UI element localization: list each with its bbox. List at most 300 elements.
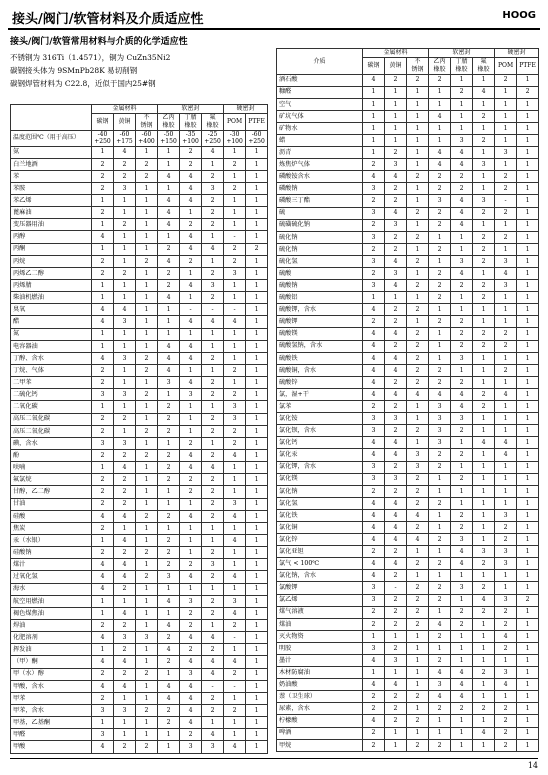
rating-cell: 1 — [473, 183, 495, 195]
rating-cell: 3 — [224, 413, 246, 425]
rating-cell: 2 — [451, 183, 473, 195]
rating-cell: 1 — [517, 437, 539, 449]
rating-cell: 2 — [202, 219, 224, 231]
rating-cell: 4 — [429, 147, 451, 159]
table-row — [277, 534, 539, 546]
intro-text — [10, 51, 170, 90]
medium-name: 硫酸氢钠，含水 — [277, 340, 363, 352]
rating-cell: 4 — [429, 667, 451, 679]
rating-cell: 4 — [385, 171, 407, 183]
medium-name: 二氧化碳 — [11, 401, 92, 413]
rating-cell: 2 — [363, 219, 385, 231]
rating-cell: 2 — [114, 170, 136, 182]
rating-cell: 4 — [495, 437, 517, 449]
rating-cell: 3 — [363, 280, 385, 292]
rating-cell: 2 — [429, 703, 451, 715]
rating-cell: 1 — [202, 535, 224, 547]
rating-cell: 1 — [495, 461, 517, 473]
rating-cell: 2 — [385, 461, 407, 473]
rating-cell: 4 — [363, 570, 385, 582]
medium-name: 硫酸钾 — [277, 316, 363, 328]
table-row — [11, 547, 268, 559]
rating-cell: 1 — [517, 388, 539, 400]
rating-cell: 1 — [451, 594, 473, 606]
rating-cell: 1 — [451, 630, 473, 642]
rating-cell: 1 — [517, 316, 539, 328]
rating-cell: 4 — [114, 146, 136, 158]
table-row — [11, 425, 268, 437]
rating-cell: 1 — [451, 98, 473, 110]
table-row — [277, 582, 539, 594]
rating-cell: 4 — [158, 195, 180, 207]
medium-name: 甲苯，含水 — [11, 704, 92, 716]
medium-name: 氯化铜 — [277, 521, 363, 533]
rating-cell: 2 — [451, 449, 473, 461]
rating-cell: 1 — [363, 667, 385, 679]
rating-cell: 1 — [473, 98, 495, 110]
rating-cell: 4 — [451, 546, 473, 558]
rating-cell: 1 — [180, 365, 202, 377]
rating-cell: 2 — [202, 607, 224, 619]
rating-cell: - — [202, 680, 224, 692]
rating-cell: 2 — [429, 534, 451, 546]
table-row — [277, 642, 539, 654]
medium-name: 褐色煤焦油 — [11, 607, 92, 619]
table-row — [11, 644, 268, 656]
rating-cell: 4 — [180, 195, 202, 207]
rating-cell: 4 — [158, 219, 180, 231]
medium-name: 氯化亚钽 — [277, 546, 363, 558]
rating-cell: 1 — [246, 195, 268, 207]
rating-cell: 1 — [180, 413, 202, 425]
rating-cell: 1 — [473, 534, 495, 546]
rating-cell: 1 — [202, 401, 224, 413]
rating-cell: 1 — [224, 644, 246, 656]
rating-cell: 1 — [224, 547, 246, 559]
table-row — [11, 231, 268, 243]
rating-cell: 3 — [495, 255, 517, 267]
table-row — [11, 583, 268, 595]
column-header: PTFE — [246, 113, 268, 130]
rating-cell: 1 — [429, 231, 451, 243]
medium-name: 沥青 — [277, 147, 363, 159]
rating-cell: 1 — [517, 655, 539, 667]
rating-cell: 1 — [473, 352, 495, 364]
rating-cell: 1 — [114, 425, 136, 437]
rating-cell: 1 — [136, 340, 158, 352]
rating-cell: 2 — [114, 158, 136, 170]
table-row — [277, 364, 539, 376]
rating-cell: 1 — [451, 739, 473, 751]
rating-cell: 1 — [92, 292, 114, 304]
rating-cell: 1 — [407, 546, 429, 558]
rating-cell: 4 — [363, 328, 385, 340]
rating-cell: 1 — [495, 316, 517, 328]
rating-cell: 1 — [517, 147, 539, 159]
medium-name: 硅酸钠 — [11, 547, 92, 559]
rating-cell: 1 — [136, 522, 158, 534]
rating-cell: 1 — [246, 656, 268, 668]
rating-cell: 1 — [495, 376, 517, 388]
rating-cell: 1 — [180, 547, 202, 559]
rating-cell: 3 — [180, 741, 202, 753]
rating-cell: 1 — [429, 473, 451, 485]
rating-cell: 4 — [363, 437, 385, 449]
rating-cell: 2 — [136, 389, 158, 401]
rating-cell: 2 — [202, 486, 224, 498]
rating-cell: 2 — [92, 522, 114, 534]
medium-name: 啤酒 — [277, 727, 363, 739]
rating-cell: 2 — [495, 534, 517, 546]
rating-cell: 1 — [158, 146, 180, 158]
rating-cell: 1 — [451, 74, 473, 86]
medium-name: 焦炭 — [11, 522, 92, 534]
rating-cell: 4 — [363, 74, 385, 86]
rating-cell: 4 — [92, 304, 114, 316]
rating-cell: 2 — [114, 219, 136, 231]
rating-cell: 3 — [495, 558, 517, 570]
table-row — [277, 715, 539, 727]
rating-cell: 2 — [429, 376, 451, 388]
rating-cell: 4 — [363, 497, 385, 509]
rating-cell: 1 — [246, 170, 268, 182]
rating-cell: 1 — [407, 147, 429, 159]
rating-cell: 3 — [429, 425, 451, 437]
table-row — [11, 729, 268, 741]
rating-cell: 2 — [385, 485, 407, 497]
table-row — [277, 630, 539, 642]
rating-cell: 1 — [246, 425, 268, 437]
rating-cell: 3 — [158, 571, 180, 583]
rating-cell: 1 — [517, 449, 539, 461]
column-header: 乙丙 橡胶 — [158, 113, 180, 130]
rating-cell: 2 — [114, 644, 136, 656]
rating-cell: 2 — [363, 546, 385, 558]
rating-cell: 1 — [495, 473, 517, 485]
rating-cell: 4 — [385, 679, 407, 691]
rating-cell: 2 — [517, 86, 539, 98]
table-row — [277, 376, 539, 388]
rating-cell: 1 — [246, 510, 268, 522]
table-row — [11, 195, 268, 207]
rating-cell: 1 — [224, 583, 246, 595]
rating-cell: 1 — [451, 497, 473, 509]
rating-cell: 1 — [158, 729, 180, 741]
rating-cell: 1 — [246, 146, 268, 158]
rating-cell: 3 — [495, 667, 517, 679]
rating-cell: 1 — [473, 74, 495, 86]
medium-name: 硫磺硫化钠 — [277, 219, 363, 231]
rating-cell: 2 — [92, 425, 114, 437]
rating-cell: 2 — [202, 170, 224, 182]
table-row — [11, 559, 268, 571]
rating-cell: 2 — [180, 644, 202, 656]
rating-cell: 4 — [202, 146, 224, 158]
table-row — [277, 159, 539, 171]
rating-cell: 4 — [363, 655, 385, 667]
rating-cell: 1 — [451, 437, 473, 449]
rating-cell: 3 — [114, 437, 136, 449]
rating-cell: 1 — [473, 655, 495, 667]
rating-cell: 4 — [363, 534, 385, 546]
rating-cell: 3 — [180, 389, 202, 401]
table-row — [11, 340, 268, 352]
rating-cell: 1 — [136, 680, 158, 692]
rating-cell: 4 — [92, 571, 114, 583]
table-row — [11, 607, 268, 619]
rating-cell: 1 — [246, 607, 268, 619]
rating-cell: 4 — [114, 680, 136, 692]
left-compatibility-table — [10, 104, 268, 754]
rating-cell: 1 — [517, 703, 539, 715]
rating-cell: 1 — [114, 195, 136, 207]
rating-cell: 1 — [517, 340, 539, 352]
rating-cell: 2 — [473, 243, 495, 255]
group-metal: 金属材料 — [363, 49, 429, 58]
medium-name: 氯化氢 — [277, 497, 363, 509]
medium-name: 氯化锌 — [277, 534, 363, 546]
rating-cell: 1 — [246, 522, 268, 534]
rating-cell: 2 — [180, 559, 202, 571]
medium-name: 过氧化氢 — [11, 571, 92, 583]
rating-cell: 2 — [224, 437, 246, 449]
rating-cell: 1 — [495, 352, 517, 364]
rating-cell: - — [495, 195, 517, 207]
rating-cell: 1 — [517, 485, 539, 497]
rating-cell: 1 — [429, 134, 451, 146]
rating-cell: 4 — [363, 449, 385, 461]
rating-cell: 1 — [517, 134, 539, 146]
rating-cell: 1 — [429, 304, 451, 316]
rating-cell: 2 — [429, 739, 451, 751]
rating-cell: 1 — [451, 292, 473, 304]
rating-cell: 4 — [407, 534, 429, 546]
rating-cell: 2 — [429, 292, 451, 304]
rating-cell: 2 — [407, 739, 429, 751]
rating-cell: 1 — [246, 413, 268, 425]
rating-cell: 2 — [473, 401, 495, 413]
rating-cell: 4 — [202, 462, 224, 474]
rating-cell: 1 — [363, 86, 385, 98]
rating-cell: 2 — [473, 134, 495, 146]
temp-range-cell: -60 +250 — [246, 130, 268, 146]
rating-cell: 1 — [407, 98, 429, 110]
table-row — [277, 521, 539, 533]
medium-name: 氯苯 — [277, 401, 363, 413]
rating-cell: 1 — [92, 243, 114, 255]
rating-cell: 1 — [202, 583, 224, 595]
rating-cell: 1 — [136, 377, 158, 389]
rating-cell: 1 — [114, 280, 136, 292]
column-header: 氟 橡胶 — [473, 57, 495, 74]
rating-cell: 1 — [246, 255, 268, 267]
table-row — [11, 255, 268, 267]
rating-cell: 1 — [407, 630, 429, 642]
rating-cell: 2 — [202, 644, 224, 656]
rating-cell: 1 — [246, 717, 268, 729]
rating-cell: 2 — [385, 642, 407, 654]
rating-cell: 1 — [136, 619, 158, 631]
table-row — [11, 510, 268, 522]
rating-cell: 1 — [363, 122, 385, 134]
rating-cell: 1 — [136, 292, 158, 304]
rating-cell: 1 — [114, 243, 136, 255]
rating-cell: 4 — [180, 231, 202, 243]
medium-name: 苯 — [11, 170, 92, 182]
table-row — [11, 182, 268, 194]
rating-cell: 2 — [224, 619, 246, 631]
rating-cell: 1 — [158, 389, 180, 401]
rating-cell: 4 — [180, 450, 202, 462]
rating-cell: 3 — [363, 582, 385, 594]
rating-cell: 4 — [180, 280, 202, 292]
medium-name: 甲苯 — [11, 692, 92, 704]
table-row — [11, 316, 268, 328]
rating-cell: 1 — [92, 717, 114, 729]
column-header: 不 锈钢 — [136, 113, 158, 130]
table-row — [277, 727, 539, 739]
medium-name: 变压器用油 — [11, 219, 92, 231]
table-row — [277, 243, 539, 255]
rating-cell: 1 — [451, 243, 473, 255]
rating-cell: 2 — [473, 110, 495, 122]
rating-cell: 2 — [92, 365, 114, 377]
medium-name: 氯气 < 100℃ — [277, 558, 363, 570]
rating-cell: 1 — [246, 292, 268, 304]
rating-cell: 1 — [202, 437, 224, 449]
rating-cell: 1 — [246, 352, 268, 364]
rating-cell: 2 — [407, 715, 429, 727]
rating-cell: 2 — [114, 450, 136, 462]
rating-cell: 3 — [180, 668, 202, 680]
rating-cell: 4 — [495, 630, 517, 642]
table-row — [277, 304, 539, 316]
rating-cell: 3 — [202, 559, 224, 571]
rating-cell: 2 — [114, 498, 136, 510]
rating-cell: 2 — [202, 450, 224, 462]
rating-cell: 1 — [246, 280, 268, 292]
rating-cell: 2 — [363, 727, 385, 739]
rating-cell: 4 — [180, 717, 202, 729]
medium-name: 硫酸钠 — [277, 280, 363, 292]
rating-cell: 4 — [363, 340, 385, 352]
medium-name: 碘，含水 — [11, 437, 92, 449]
rating-cell: 2 — [92, 450, 114, 462]
rating-cell: 3 — [114, 632, 136, 644]
rating-cell: 4 — [451, 667, 473, 679]
rating-cell: 4 — [363, 679, 385, 691]
rating-cell: 4 — [429, 618, 451, 630]
rating-cell: 1 — [224, 692, 246, 704]
rating-cell: 2 — [92, 170, 114, 182]
rating-cell: 1 — [363, 110, 385, 122]
rating-cell: 3 — [363, 255, 385, 267]
rating-cell: 2 — [429, 655, 451, 667]
rating-cell: 1 — [246, 182, 268, 194]
medium-name: 醋 — [11, 316, 92, 328]
rating-cell: 2 — [451, 473, 473, 485]
medium-name: 墨汁 — [277, 655, 363, 667]
rating-cell: 1 — [517, 679, 539, 691]
rating-cell: 1 — [407, 110, 429, 122]
rating-cell: 1 — [224, 146, 246, 158]
rating-cell: 1 — [407, 219, 429, 231]
rating-cell: 2 — [495, 521, 517, 533]
medium-name: 煤汁 — [11, 559, 92, 571]
rating-cell: 2 — [385, 425, 407, 437]
rating-cell: 1 — [451, 727, 473, 739]
rating-cell: 1 — [246, 219, 268, 231]
medium-name: 甲（水）醇 — [11, 668, 92, 680]
column-header: 黄铜 — [385, 57, 407, 74]
medium-name: 氯化铁 — [277, 509, 363, 521]
rating-cell: 1 — [224, 377, 246, 389]
group-soft-seal: 软密封 — [429, 49, 495, 58]
rating-cell: 1 — [92, 607, 114, 619]
medium-name: 酚 — [11, 450, 92, 462]
rating-cell: 2 — [495, 642, 517, 654]
page-title: 接头/阀门/软管材料及介质适应性 — [12, 12, 204, 27]
rating-cell: 4 — [92, 316, 114, 328]
rating-cell: 2 — [429, 280, 451, 292]
medium-name: 磷酸铵含水 — [277, 171, 363, 183]
rating-cell: 1 — [136, 328, 158, 340]
rating-cell: 2 — [202, 692, 224, 704]
rating-cell: 2 — [429, 497, 451, 509]
rating-cell: 3 — [363, 461, 385, 473]
medium-name: 硫化钠 — [277, 231, 363, 243]
rating-cell: 1 — [473, 497, 495, 509]
rating-cell: 1 — [473, 268, 495, 280]
medium-name: 化肥溶剂 — [11, 632, 92, 644]
rating-cell: 2 — [495, 74, 517, 86]
rating-cell: 1 — [202, 365, 224, 377]
rating-cell: 1 — [385, 86, 407, 98]
rating-cell: 1 — [407, 316, 429, 328]
rating-cell: 1 — [224, 522, 246, 534]
rating-cell: 2 — [451, 171, 473, 183]
rating-cell: 2 — [202, 195, 224, 207]
rating-cell: 2 — [429, 219, 451, 231]
medium-name: 蓖麻油 — [11, 207, 92, 219]
rating-cell: 1 — [517, 98, 539, 110]
rating-cell: 1 — [495, 134, 517, 146]
rating-cell: 2 — [158, 401, 180, 413]
medium-name: 氯化汞 — [277, 449, 363, 461]
rating-cell: 3 — [114, 704, 136, 716]
rating-cell: 2 — [202, 704, 224, 716]
rating-cell: 1 — [136, 195, 158, 207]
medium-name: 矿物水 — [277, 122, 363, 134]
medium-name: 萘（卫生球） — [277, 691, 363, 703]
medium-name: 硫酸铜，含水 — [277, 364, 363, 376]
rating-cell: 4 — [202, 668, 224, 680]
rating-cell: 1 — [517, 570, 539, 582]
rating-cell: 4 — [429, 388, 451, 400]
table-row — [11, 632, 268, 644]
footer-rule — [10, 758, 538, 759]
table-row — [11, 146, 268, 158]
rating-cell: 1 — [473, 521, 495, 533]
medium-name: 甲酸，含水 — [11, 680, 92, 692]
medium-name: 甲基，乙基酮 — [11, 717, 92, 729]
rating-cell: 3 — [495, 147, 517, 159]
rating-cell: 1 — [429, 255, 451, 267]
rating-cell: 1 — [246, 729, 268, 741]
rating-cell: 3 — [92, 729, 114, 741]
rating-cell: 2 — [92, 182, 114, 194]
rating-cell: 1 — [473, 618, 495, 630]
